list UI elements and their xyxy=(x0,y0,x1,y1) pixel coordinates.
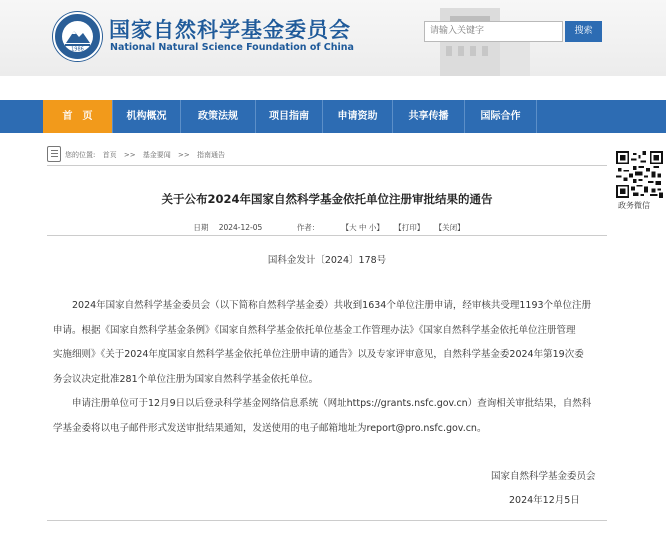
nav-item-international[interactable]: 国际合作 xyxy=(480,111,521,122)
nav-item-guide[interactable]: 项目指南 xyxy=(269,111,309,122)
breadcrumb-sep: >> xyxy=(178,151,190,159)
nav-item-about[interactable]: 机构概况 xyxy=(126,111,167,122)
site-title-en: National Natural Science Foundation of China xyxy=(110,42,354,53)
text-line: 实施细则》《关于2024年度国家自然科学基金依托单位注册申请的通告》以及专家评审意见，自然科学基金委2024年第19次委 xyxy=(53,349,584,360)
breadcrumb-sep: >> xyxy=(123,151,136,159)
paragraph-2 xyxy=(53,392,613,441)
article-title: 关于公布2024年国家自然科学基金依托单位注册审批结果的通告 xyxy=(161,192,493,206)
font-size-control[interactable]: 【大 中 小】 xyxy=(341,223,384,232)
main-nav xyxy=(0,100,666,133)
site-header xyxy=(0,0,666,76)
divider xyxy=(47,235,607,236)
text-line: 学基金委将以电子邮件形式发送审批结果通知，发送使用的电子邮箱地址为report@pro.nsfc.gov.cn。 xyxy=(53,422,487,434)
breadcrumb-news[interactable]: 基金要闻 xyxy=(142,151,171,159)
article-meta xyxy=(47,221,607,235)
site-title-cn: 国家自然科学基金委员会 xyxy=(109,18,351,42)
author-label: 作者： xyxy=(296,223,320,232)
print-link[interactable]: 【打印】 xyxy=(394,223,425,232)
date-label: 日期 xyxy=(193,223,209,232)
document-number: 国科金发计〔2024〕178号 xyxy=(267,255,387,266)
text-line: 2024年国家自然科学基金委员会（以下简称自然科学基金委）共收到1634个单位注册申请，经审核共受理1193个单位注册 xyxy=(72,300,592,311)
search-button[interactable]: 搜索 xyxy=(565,21,602,42)
qr-label: 政务微信 xyxy=(618,201,650,210)
paragraph-1 xyxy=(53,294,613,392)
breadcrumb-home[interactable]: 首页 xyxy=(102,151,117,159)
document-icon xyxy=(47,146,61,162)
nav-item-home[interactable]: 首 页 xyxy=(43,100,112,133)
nav-item-share[interactable]: 共享传播 xyxy=(408,111,449,122)
sign-date: 2024年12月5日 xyxy=(509,495,580,506)
nav-item-apply[interactable]: 申请资助 xyxy=(337,111,378,122)
search-input[interactable]: 请输入关键字 xyxy=(424,21,563,42)
text-line: 申请。根据《国家自然科学基金条例》《国家自然科学基金依托单位基金工作管理办法》《国家自然科学基金依托单位注册管理 xyxy=(53,324,576,336)
divider xyxy=(47,165,607,166)
text-line: 务会议决定批准281个单位注册为国家自然科学基金依托单位。 xyxy=(53,373,319,385)
wechat-qr-code xyxy=(616,151,663,198)
divider xyxy=(47,520,607,521)
breadcrumb xyxy=(47,146,607,164)
svg-text:1986: 1986 xyxy=(71,46,84,52)
close-link[interactable]: 【关闭】 xyxy=(434,223,465,232)
nsfc-logo[interactable] xyxy=(53,12,102,61)
signature: 国家自然科学基金委员会 xyxy=(491,471,596,482)
breadcrumb-label: 您的位置: xyxy=(65,151,96,159)
nav-item-policy[interactable]: 政策法规 xyxy=(198,111,238,122)
breadcrumb-notices[interactable]: 指南通告 xyxy=(197,151,225,159)
publish-date: 2024-12-05 xyxy=(218,223,263,232)
text-line: 申请注册单位可于12月9日以后登录科学基金网络信息系统（网址https://grants.nsfc.gov.cn）查询相关审批结果，自然科 xyxy=(72,398,592,409)
